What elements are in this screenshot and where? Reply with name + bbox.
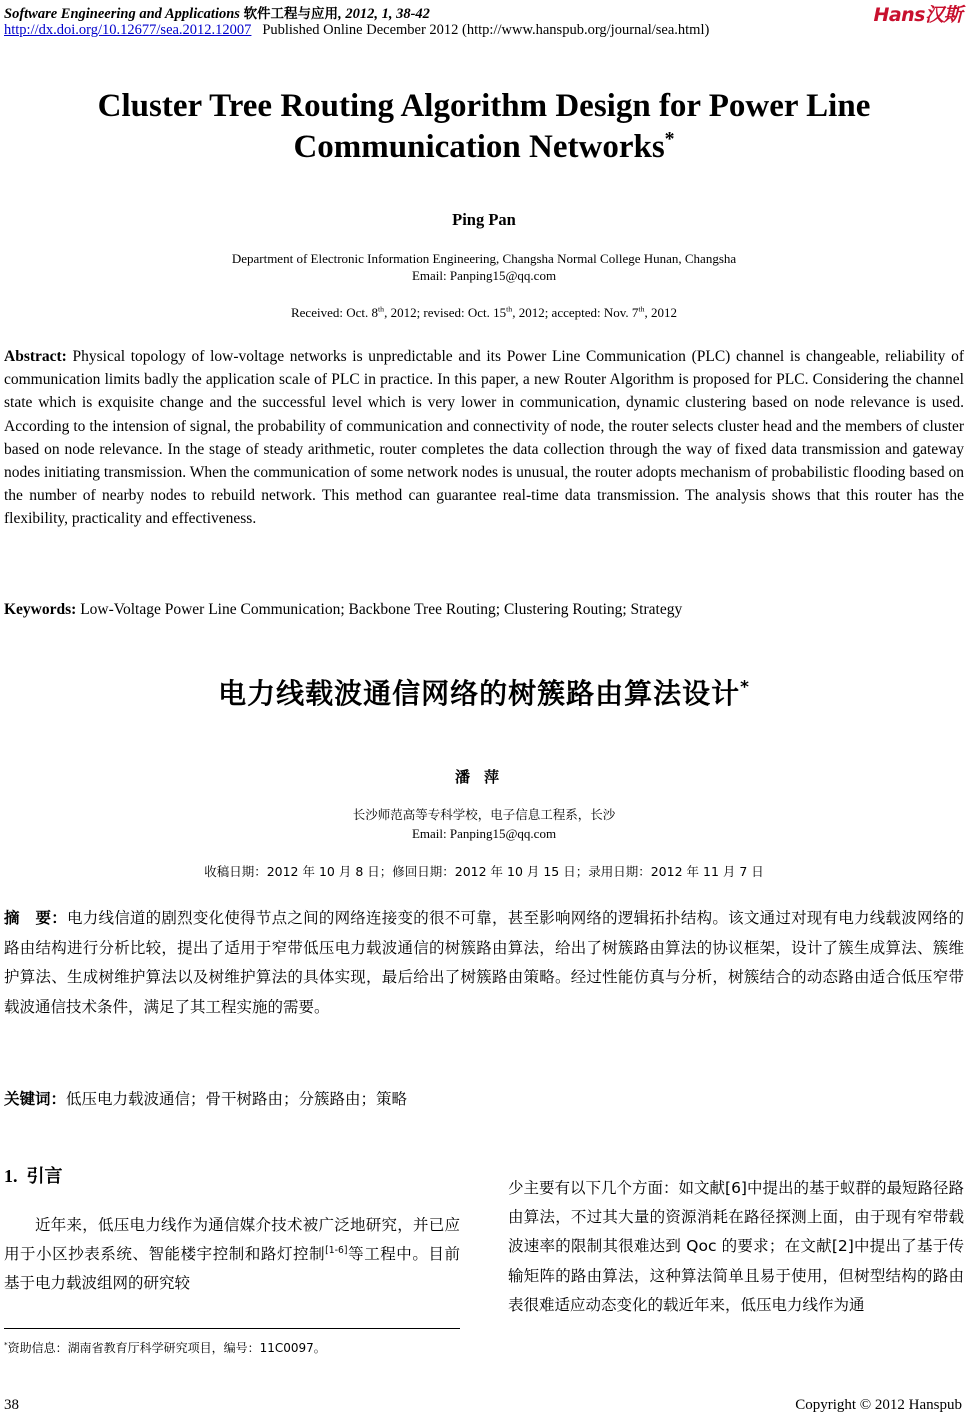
paper-title-en [0, 86, 968, 168]
abstract-text-cn: 电力线信道的剧烈变化使得节点之间的网络连接变的很不可靠，甚至影响网络的逻辑拓扑结构。该文通过对现有电力线载波网络的路由结构进行分析比较，提出了适用于窄带低压电力载波通信的树簇路由算法，给出了树簇路由算法的协议框架，设计了簇生成算法、簇维护算法、生成树维护算法以及树维护算法的具体实现，最后给出了树簇路由策略。经过性能仿真与分析，树簇结合的动态路由适合低压窄带载波通信技术条件，满足了其工程实施的需要。 [4, 909, 964, 1016]
doi-line [4, 22, 709, 39]
footnote-text: 资助信息：湖南省教育厅科学研究项目，编号：11C0097。 [7, 1341, 326, 1355]
paper-title-cn: 电力线载波通信网络的树簇路由算法设计* [218, 676, 750, 710]
published-online: Published Online December 2012 (http://www.hanspub.org/journal/sea.html) [262, 22, 710, 38]
keywords-label-en: Keywords: [4, 601, 77, 618]
abstract-label-cn: 摘 要： [4, 909, 67, 927]
title-footnote-mark: * [664, 128, 675, 150]
keywords-en [4, 598, 964, 621]
keywords-text-cn: 低压电力载波通信；骨干树路由；分簇路由；策略 [66, 1090, 408, 1108]
abstract-cn [4, 904, 964, 1022]
journal-name-en: Software Engineering and Applications [4, 6, 240, 22]
affiliation-line: Department of Electronic Information Engineering, Changsha Normal College Hunan, Changsha [231, 251, 737, 266]
footnote-divider [4, 1328, 460, 1329]
body-column-left [4, 1211, 460, 1299]
hans-logo: Hans汉斯 [873, 4, 962, 26]
affiliation-cn [0, 805, 968, 843]
title-cn-footnote-mark: * [740, 676, 750, 697]
author-name-en: Ping Pan [452, 210, 516, 229]
journal-header [4, 2, 430, 23]
abstract-text-en: Physical topology of low-voltage networks is unpredictable and its Power Line Communication (PLC) channel is changeable, reliability of communication limits badly the application scale of PLC in practice. In this paper, a new Router Algorithm is proposed for PLC. Considering the channel state which is exquisite change and the successful level which is very lower in communication, dynamic clustering based on node relevance is used. According to the intension of signal, the probability of communication and connectivity of node, the router selects cluster head and the members of cluster based on node relevance. In the stage of steady arithmetic, router completes the data collection through the way of fixed data transmission and gateway nodes initiating transmission. When the communication of some network nodes is unusual, the router adopts mechanism of probabilistic flooding based on the number of nearby nodes to rebuild network. This method can guarantee real-time data transmission. The analysis shows that this router has the flexibility, practicality and effectiveness. [4, 348, 964, 528]
journal-name-cn: 软件工程与应用 [243, 6, 339, 22]
keywords-label-cn: 关键词： [4, 1090, 67, 1108]
abstract-en [4, 345, 964, 531]
author-name-cn: 潘萍 [454, 768, 513, 786]
citation-ref: [1-6] [325, 1245, 348, 1257]
abstract-label-en: Abstract: [4, 348, 67, 365]
journal-issue: , 2012, 1, 38-42 [338, 6, 430, 22]
body-column-right: 少主要有以下几个方面：如文献[6]中提出的基于蚁群的最短路径路由算法，不过其大量的资源消耗在路径探测上面，由于现有窄带载波速率的限制其很难达到 Qoc 的要求；在文献[2]中提出了基于传输矩阵的路由算法，这种算法简单且易于使用，但树型结构的路由表很难适应动态变化的载近年来，低压电力线作为通 [508, 1179, 964, 1314]
footnote [4, 1339, 326, 1356]
doi-link[interactable]: http://dx.doi.org/10.12677/sea.2012.12007 [4, 22, 252, 38]
affiliation-line-cn: 长沙师范高等专科学校，电子信息工程系，长沙 [352, 807, 616, 822]
received-dates-cn: 收稿日期：2012 年 10 月 8 日；修回日期：2012 年 10 月 15 日；录用日期：2012 年 11 月 7 日 [204, 864, 764, 879]
page-number: 38 [4, 1397, 19, 1413]
intro-paragraph: 近年来，低压电力线作为通信媒介技术被广泛地研究，并已应用于小区抄表系统、智能楼宇控制和路灯控制[1-6]等工程中。目前基于电力载波组网的研究较 [4, 1216, 460, 1293]
section-title: 引言 [26, 1166, 63, 1187]
affiliation-en [0, 250, 968, 284]
copyright: Copyright © 2012 Hanspub [795, 1397, 962, 1413]
received-dates-en: Received: Oct. 8th, 2012; revised: Oct. 15th, 2012; accepted: Nov. 7th, 2012 [290, 304, 677, 320]
keywords-cn [4, 1085, 964, 1115]
email-en: Email: Panping15@qq.com [411, 268, 557, 283]
section-number: 1. [4, 1166, 18, 1186]
section-heading [4, 1162, 63, 1188]
email-cn: Email: Panping15@qq.com [411, 826, 557, 841]
footnote-mark: * [4, 1340, 8, 1349]
title-line-1: Cluster Tree Routing Algorithm Design for Power Line [97, 88, 871, 124]
title-line-2: Communication Networks* [293, 128, 675, 165]
keywords-text-en: Low-Voltage Power Line Communication; Backbone Tree Routing; Clustering Routing; Strategy [76, 601, 683, 618]
